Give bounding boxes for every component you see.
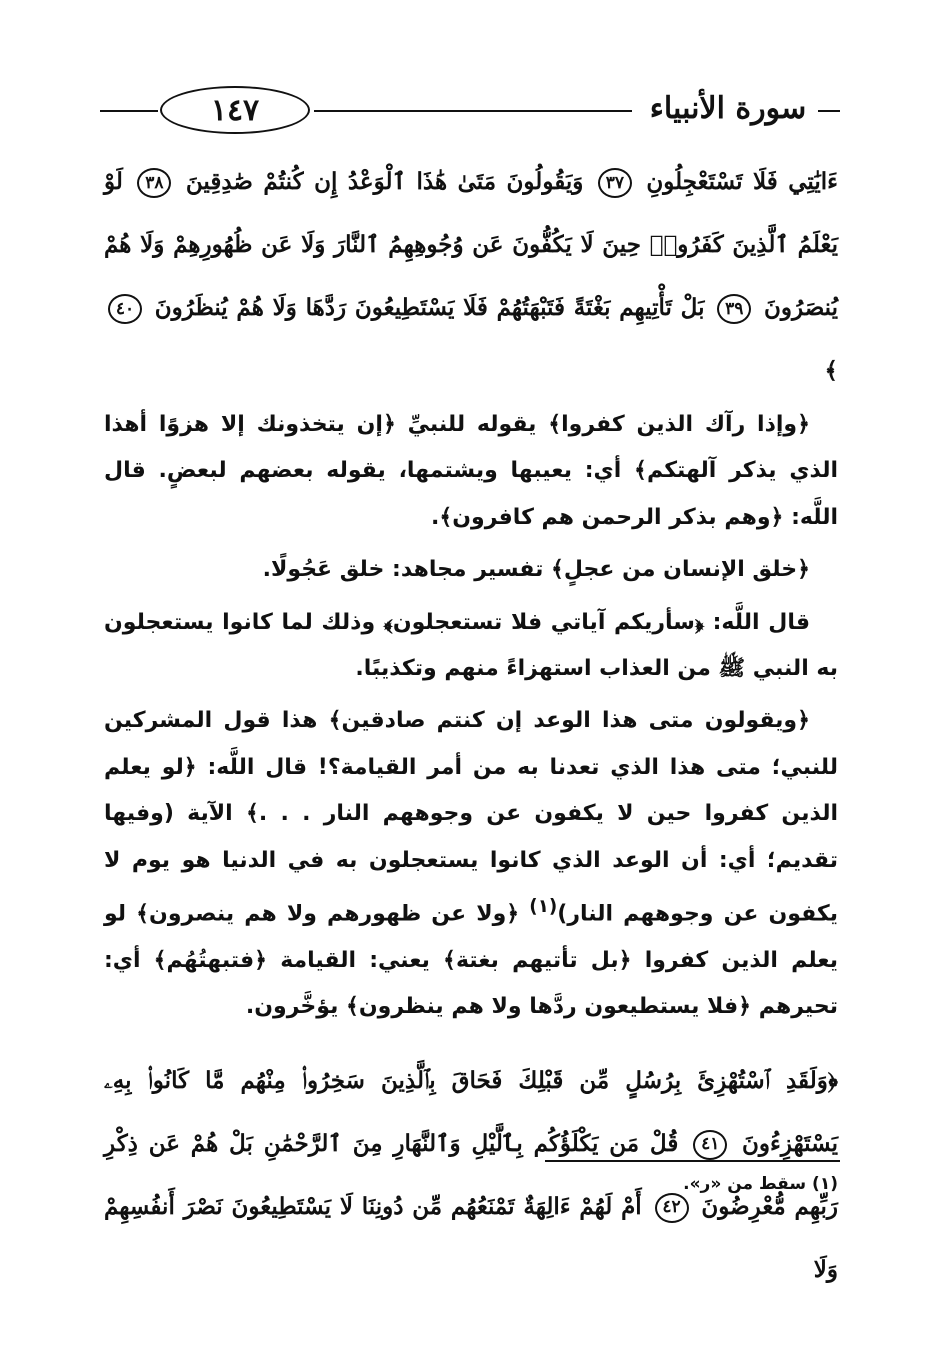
- ayah-number-marker: ٤٠: [108, 294, 142, 324]
- quran-text: قُلْ مَن يَكْلَؤُكُم بِٱلَّيْلِ وَٱلنَّهَارِ مِنَ ٱلرَّحْمَٰنِ بَلْ هُمْ عَن ذِكْرِ رَبِّهِم مُّعْرِضُونَ: [104, 1129, 838, 1220]
- quran-passage-1: [104, 150, 838, 402]
- ayah-number-marker: ٣٩: [717, 294, 751, 324]
- page-number: ١٤٧: [160, 86, 310, 134]
- ayah-number-marker: ٤١: [693, 1130, 727, 1160]
- surah-title: سورة الأنبياء: [649, 90, 807, 126]
- header-rule-left: [100, 110, 158, 112]
- quran-text: وَيَقُولُونَ مَتَىٰ هَٰذَا ٱلْوَعْدُ إِن كُنتُمْ صَٰدِقِينَ: [185, 168, 584, 195]
- quran-text: ءَايَٰتِي فَلَا تَسْتَعْجِلُونِ: [646, 168, 838, 195]
- header-rule-right: [818, 110, 840, 112]
- commentary-paragraph-4: [104, 698, 838, 1030]
- ayah-number-marker: ٣٨: [137, 168, 171, 198]
- ayah-number-marker: ٤٢: [655, 1193, 689, 1223]
- commentary-paragraph-2: ﴿خلق الإنسان من عجلٍ﴾ تفسير مجاهد: خلق عَجُولًا.: [262, 557, 810, 583]
- commentary-text: ﴿ويقولون متى هذا الوعد إن كنتم صادقين﴾ هذا قول المشركين للنبي؛ متى هذا الذي تعدنا به من أمر القيامة؟! قال اللَّه: ﴿لو يعلم الذين كفروا حين لا يكفون عن وجوههم النار . . .﴾ الآية (وفيها تقديم؛ أي: أن الوعد الذي كانوا يستعجلون به في الدنيا هو يوم لا يكفون عن وجوههم النار): [104, 708, 838, 927]
- quran-text: بَلْ تَأْتِيهِم بَغْتَةً فَتَبْهَتُهُمْ فَلَا يَسْتَطِيعُونَ رَدَّهَا وَلَا هُمْ يُنظَرُونَ: [154, 294, 705, 321]
- commentary-paragraph-3: قال اللَّه: ﴿سأريكم آياتي فلا تستعجلون﴾ وذلك لما كانوا يستعجلون به النبي ﷺ من العذاب استهزاءً منهم وتكذيبًا.: [104, 609, 838, 682]
- quran-text: ﴿وَلَقَدِ ٱسْتُهْزِئَ بِرُسُلٍ مِّن قَبْلِكَ فَحَاقَ بِٱلَّذِينَ سَخِرُوا۟ مِنْهُم مَّا كَانُوا۟ بِهِۦ يَسْتَهْزِءُونَ: [104, 1066, 838, 1157]
- header-rule-middle: [314, 110, 632, 112]
- ayah-number-marker: ٣٧: [598, 168, 632, 198]
- page-body: [104, 150, 838, 1301]
- footnote-reference[interactable]: (١): [529, 896, 558, 918]
- quran-bracket: ﴾: [824, 357, 838, 384]
- footnote: (١) سقط من «ر».: [683, 1174, 838, 1194]
- quran-text: لَوْ يَعْلَمُ ٱلَّذِينَ كَفَرُوا۟ حِينَ لَا يَكُفُّونَ عَن وُجُوهِهِمُ ٱلنَّارَ وَلَا عَن ظُهُورِهِمْ وَلَا هُمْ يُنصَرُونَ: [104, 168, 838, 321]
- commentary-text: ﴿ولا عن ظهورهم ولا هم ينصرون﴾ لو يعلم الذين كفروا ﴿بل تأتيهم بغتة﴾ يعني: القيامة ﴿فتبهتُهُم﴾ أي: تحيرهم ﴿فلا يستطيعون ردَّها ولا هم ينظرون﴾ يؤخَّرون.: [104, 901, 838, 1020]
- commentary-paragraph-1: ﴿وإذا رآك الذين كفروا﴾ يقوله للنبيِّ ﴿إن يتخذونك إلا هزوًا أهذا الذي يذكر آلهتكم﴾ أي: يعيبها ويشتمها، يقوله بعضهم لبعضٍ. قال اللَّه: ﴿وهم بذكر الرحمن هم كافرون﴾.: [104, 412, 838, 530]
- footnote-separator: [545, 1160, 840, 1162]
- quran-text: أَمْ لَهُمْ ءَالِهَةٌ تَمْنَعُهُم مِّن دُونِنَا لَا يَسْتَطِيعُونَ نَصْرَ أَنفُسِهِمْ وَلَا: [104, 1192, 838, 1283]
- page-header: [100, 80, 840, 136]
